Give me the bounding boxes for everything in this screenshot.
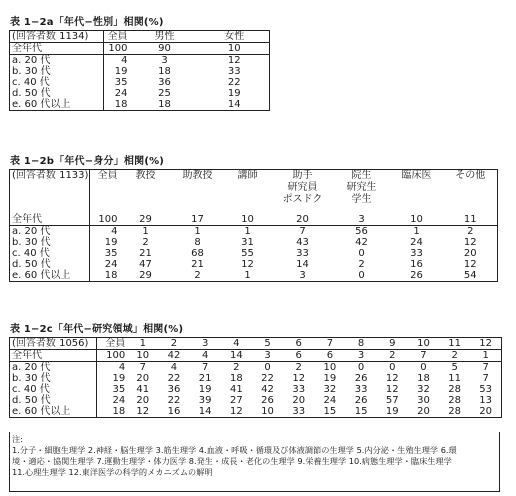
table-cell: 36 [167,384,181,395]
table-cell: 14 [227,99,241,110]
note-line: 境・適応・協関生理学 7.運動生理学・体力医学 8.発生・成長・老化の生理学 9.栄養生理学 10.病態生理学・臨床生理学 [12,456,452,466]
column-header: 研究生 [346,182,377,193]
table-cell: 7 [299,226,306,237]
table-cell: 12 [463,237,477,248]
table-row [10,55,270,67]
table-row [10,384,502,395]
spacer-cell [224,206,272,214]
table-cell: 1 [194,226,201,237]
table-cell: 14 [198,406,212,417]
column-header: 8 [346,338,377,350]
header-row [10,194,498,206]
table-cell: 11 [444,214,498,226]
table-cell: 41 [229,384,243,395]
table-cell: 31 [241,237,254,248]
table-cell: 33 [227,66,241,77]
table-cell: 19 [104,237,118,248]
research-field-notes [9,432,500,492]
table-cell: 68 [191,248,204,259]
table-cell: 0 [389,362,396,373]
column-header [444,194,498,206]
table-cell: 100 [96,350,127,362]
header-row [10,338,502,350]
row-label: a. 20 代 [10,226,90,238]
row-label: e. 60 代以上 [10,270,90,282]
table-cell: 2 [439,350,470,362]
table-cell: 13 [479,395,492,406]
column-header: 2 [158,338,189,350]
table-row [10,99,270,111]
column-header: ポスドク [282,194,323,205]
table-cell: 29 [139,270,152,281]
column-header: 講師 [237,170,258,181]
table-row [10,226,498,238]
column-header: (回答者数 1133) [10,170,90,183]
column-header [120,182,172,194]
table-cell: 14 [296,259,309,270]
table-cell: 8 [194,237,201,248]
table-cell: 28 [448,384,462,395]
table-cell: 18 [229,373,243,384]
table-age-gender [9,30,270,111]
table-cell: 41 [136,384,150,395]
table-cell: 21 [191,259,204,270]
table-row [10,248,498,259]
column-header: 4 [221,338,252,350]
table-row [10,43,270,55]
table-cell: 7 [139,362,146,373]
table-cell: 24 [104,259,118,270]
column-header [172,194,224,206]
column-header [224,194,272,206]
table-cell: 24 [114,88,128,99]
row-label: c. 40 代 [10,384,97,395]
table-cell: 16 [167,406,181,417]
column-header [224,182,272,194]
table-cell: 36 [158,77,171,88]
table-cell: 2 [358,259,365,270]
column-header: その他 [455,170,486,181]
table-cell: 20 [479,406,492,417]
column-header: 全員 [96,338,127,350]
table-cell: 22 [261,373,274,384]
table-cell: 15 [323,406,337,417]
column-header: 10 [408,338,439,350]
table-cell: 26 [410,270,423,281]
row-label: e. 60 代以上 [10,99,104,111]
table-row [10,373,502,384]
column-header: 教授 [135,170,156,181]
table-cell: 7 [408,350,439,362]
table-cell: 33 [296,248,309,259]
table-3-title: 表 1−2c「年代−研究領域」相関(%) [10,324,184,335]
table-cell: 15 [354,406,368,417]
column-header: 6 [283,338,314,350]
table-cell: 6 [314,350,345,362]
column-header: 9 [377,338,408,350]
row-label: a. 20 代 [10,55,104,67]
table-age-position [9,169,498,282]
table-cell: 10 [261,406,274,417]
table-cell: 26 [354,373,368,384]
spacer-cell [444,206,498,214]
row-label: d. 50 代 [10,88,104,99]
table-cell: 33 [410,248,423,259]
table-cell: 33 [292,384,306,395]
column-header: 学生 [351,194,372,205]
table-cell: 3 [161,55,168,66]
table-cell: 0 [358,248,365,259]
table-cell: 21 [198,373,212,384]
table-cell: 12 [227,55,241,66]
table-cell: 53 [479,384,492,395]
column-header [390,194,444,206]
table-cell: 2 [377,350,408,362]
table-cell: 24 [323,395,337,406]
column-header: 助教授 [182,170,213,181]
row-label: b. 30 代 [10,373,97,384]
table-cell: 39 [198,395,212,406]
column-header: 全員 [97,170,118,181]
spacer-cell [334,206,390,214]
table-cell: 29 [120,214,172,226]
table-cell: 43 [296,237,309,248]
table-cell: 2 [194,270,201,281]
table-cell: 0 [264,362,271,373]
table-age-research-field [9,337,502,418]
table-cell: 4 [170,362,178,373]
table-cell: 90 [130,43,200,55]
table-cell: 10 [390,214,444,226]
row-label: b. 30 代 [10,237,90,248]
table-cell: 19 [114,66,128,77]
table-cell: 20 [417,406,430,417]
table-cell: 10 [224,214,272,226]
column-header: 男性 [130,31,200,43]
table-cell: 24 [112,395,126,406]
table-row [10,66,270,77]
table-cell: 11 [448,373,462,384]
header-row [10,170,498,183]
table-cell: 20 [463,248,477,259]
table-cell: 55 [241,248,254,259]
spacer-row [10,206,498,214]
column-header [10,182,90,194]
table-row [10,259,498,270]
row-label: d. 50 代 [10,395,97,406]
header-row [10,31,270,43]
table-cell: 3 [346,350,377,362]
table-row [10,395,502,406]
table-cell: 18 [112,406,126,417]
table-cell: 18 [114,99,128,110]
table-cell: 12 [385,384,399,395]
table-cell: 54 [463,270,477,281]
column-header [90,182,120,194]
column-header: 助手 [292,170,313,181]
table-cell: 7 [482,362,489,373]
table-cell: 20 [136,373,150,384]
table-cell: 35 [114,77,128,88]
column-header: 5 [252,338,283,350]
table-row [10,88,270,99]
table-row [10,270,498,282]
row-label: c. 40 代 [10,77,104,88]
table-cell: 5 [451,362,458,373]
column-header: (回答者数 1056) [10,338,97,350]
table-cell: 16 [410,259,423,270]
table-cell: 3 [299,270,306,281]
column-header: 臨床医 [401,170,432,181]
table-cell: 3 [252,350,283,362]
table-cell: 24 [410,237,423,248]
table-cell: 0 [358,270,365,281]
column-header: 7 [314,338,345,350]
column-header [172,182,224,194]
row-label: d. 50 代 [10,259,90,270]
note-line: 11.心理生理学 12.東洋医学の科学的メカニズムの解明 [12,467,213,477]
table-cell: 42 [261,384,274,395]
spacer-cell [172,206,224,214]
table-cell: 35 [104,248,118,259]
row-label: 全年代 [10,43,104,55]
table-1-title: 表 1−2a「年代−性別」相関(%) [10,17,164,28]
table-cell: 56 [355,226,368,237]
table-cell: 28 [448,406,462,417]
table-cell: 18 [104,270,118,281]
table-cell: 27 [229,395,243,406]
table-cell: 100 [90,214,120,226]
table-row [10,214,498,226]
spacer-cell [10,206,90,214]
table-cell: 3 [334,214,390,226]
table-cell: 22 [167,395,181,406]
table-cell: 42 [158,350,189,362]
table-cell: 20 [272,214,334,226]
table-cell: 10 [323,362,337,373]
table-cell: 18 [417,373,430,384]
spacer-cell [390,206,444,214]
row-label: 全年代 [10,350,97,362]
column-header: 3 [190,338,221,350]
table-cell: 2 [142,237,149,248]
note-line: 注: [12,434,23,444]
table-cell: 25 [158,88,171,99]
table-cell: 2 [467,226,474,237]
table-row [10,237,498,248]
row-label: a. 20 代 [10,362,97,374]
table-cell: 7 [201,362,209,373]
column-header: 全員 [104,31,130,43]
table-cell: 26 [354,395,368,406]
table-cell: 1 [413,226,420,237]
column-header: 研究員 [287,182,318,193]
table-cell: 32 [323,384,337,395]
row-label: 全年代 [10,214,90,226]
table-cell: 2 [295,362,302,373]
table-cell: 12 [136,406,150,417]
table-cell: 17 [172,214,224,226]
table-cell: 10 [200,43,270,55]
table-cell: 10 [127,350,158,362]
table-cell: 19 [112,373,126,384]
table-cell: 4 [121,55,128,66]
table-cell: 4 [190,350,221,362]
table-cell: 0 [357,362,365,373]
row-label: b. 30 代 [10,66,104,77]
spacer-cell [90,206,120,214]
table-row [10,406,502,418]
table-cell: 1 [244,270,251,281]
table-cell: 7 [482,373,489,384]
spacer-cell [120,206,172,214]
table-cell: 22 [227,77,241,88]
column-header [444,182,498,194]
table-cell: 21 [139,248,152,259]
table-cell: 12 [229,406,243,417]
table-cell: 33 [292,406,306,417]
table-cell: 12 [241,259,254,270]
table-cell: 19 [198,384,212,395]
table-cell: 47 [139,259,152,270]
column-header [10,194,90,206]
table-cell: 42 [355,237,368,248]
table-cell: 19 [385,406,399,417]
table-cell: 19 [323,373,337,384]
table-row [10,77,270,88]
table-cell: 33 [354,384,368,395]
column-header [120,194,172,206]
table-cell: 4 [118,362,126,373]
table-cell: 1 [142,226,149,237]
table-cell: 18 [158,99,171,110]
table-cell: 1 [470,350,501,362]
table-cell: 1 [244,226,251,237]
table-cell: 100 [104,43,130,55]
table-cell: 20 [136,395,150,406]
header-row [10,182,498,194]
table-cell: 22 [167,373,181,384]
column-header: 12 [470,338,501,350]
table-cell: 57 [385,395,399,406]
table-cell: 14 [221,350,252,362]
note-line: 1.分子・細胞生理学 2.神経・脳生理学 3.筋生理学 4.血液・呼吸・循環及び体液調節の生理学 5.内分泌・生殖生理学 6.環 [12,445,457,455]
column-header: 1 [127,338,158,350]
column-header: 院生 [351,170,372,181]
table-cell: 26 [261,395,274,406]
table-cell: 18 [158,66,171,77]
table-cell: 19 [227,88,241,99]
table-cell: 32 [417,384,430,395]
table-cell: 2 [233,362,240,373]
table-2-title: 表 1−2b「年代−身分」相関(%) [10,156,165,167]
table-cell: 28 [448,395,462,406]
table-cell: 12 [463,259,477,270]
spacer-cell [272,206,334,214]
table-cell: 20 [292,395,306,406]
column-header: 11 [439,338,470,350]
table-cell: 12 [385,373,399,384]
table-row [10,350,502,362]
column-header [390,182,444,194]
table-cell: 12 [292,373,306,384]
table-cell: 4 [111,226,118,237]
table-cell: 30 [417,395,430,406]
row-label: c. 40 代 [10,248,90,259]
table-cell: 6 [283,350,314,362]
column-header: 女性 [200,31,270,43]
table-cell: 0 [420,362,427,373]
table-cell: 35 [112,384,126,395]
table-row [10,362,502,374]
row-label: e. 60 代以上 [10,406,97,418]
column-header: (回答者数 1134) [10,31,104,43]
column-header [90,194,120,206]
